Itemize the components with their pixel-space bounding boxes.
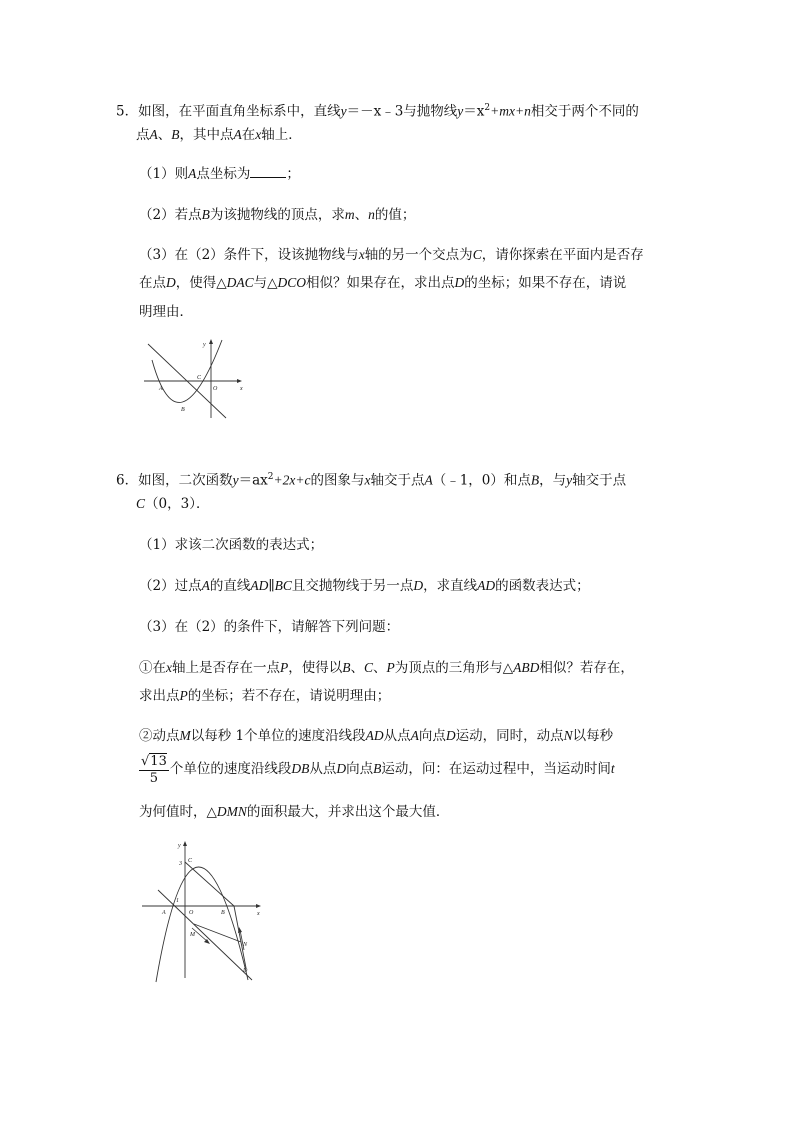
fig-label-D: D xyxy=(243,968,248,974)
q5-text: 在 xyxy=(241,127,256,143)
q6-math: AD xyxy=(365,728,384,743)
q5-text: 为该抛物线的顶点，求 xyxy=(209,207,345,223)
q6-text: 相似？若存在， xyxy=(539,660,634,676)
q6-text: 向点 xyxy=(418,728,446,744)
q6-part-3 xyxy=(139,618,399,636)
q5-math: DCO xyxy=(277,275,307,290)
fig-label-C: C xyxy=(197,375,202,381)
fraction-numerator: 13 xyxy=(150,753,167,769)
q5-math: x xyxy=(255,127,262,142)
q6-text: 轴交于点 xyxy=(572,472,627,489)
q6-text: 为顶点的三角形与△ xyxy=(394,660,514,676)
q6-math: N xyxy=(563,728,573,743)
sqrt-sign: √ xyxy=(141,753,150,769)
q6-text: 如图，二次函数 xyxy=(138,472,233,489)
q6-part-1 xyxy=(139,536,323,554)
q5-text: 点 xyxy=(136,127,150,143)
q6-math: D xyxy=(413,578,424,593)
q5-math: ＝x xyxy=(463,103,485,120)
q6-math: M xyxy=(179,728,191,743)
q5-line-1 xyxy=(116,99,639,121)
q6-math: D xyxy=(336,761,347,776)
q5-text: 明理由． xyxy=(139,304,193,320)
q6-text: 运动，问：在运动过程中，当运动时间 xyxy=(381,761,611,777)
q6-math: +2x+c xyxy=(273,472,311,488)
q5-text: 、 xyxy=(157,127,172,143)
q6-math: P xyxy=(280,660,289,675)
q5-math: m xyxy=(344,207,355,222)
fig-label-1: 1 xyxy=(176,898,179,904)
q6-math: x xyxy=(364,472,371,488)
q6-math: P xyxy=(179,688,188,703)
q5-line-2 xyxy=(136,126,302,144)
q5-part-3-line-2 xyxy=(139,274,626,292)
line-AD xyxy=(158,890,252,980)
q5-math: C xyxy=(472,247,482,262)
q6-math-sup: 2 xyxy=(267,472,274,482)
q5-text: 相交于两个不同的 xyxy=(530,103,639,120)
fig-label-A: A xyxy=(159,386,163,392)
q6-sub-2-line-3 xyxy=(139,803,449,821)
q5-math: B xyxy=(171,127,180,142)
q6-text: 个单位的速度沿线段 xyxy=(169,761,292,777)
q6-math: P xyxy=(386,660,395,675)
q6-line-1 xyxy=(116,468,626,490)
q6-math: A xyxy=(410,728,419,743)
q6-text: 以每秒 1个单位的速度沿线段 xyxy=(190,728,366,744)
q6-math: AD xyxy=(250,578,269,593)
fig-label-C: C xyxy=(188,858,193,864)
q6-sub-1-line-2 xyxy=(139,687,390,705)
q5-part-3-line-1 xyxy=(139,246,644,264)
segment-BD xyxy=(234,906,246,968)
q6-sub-2-line-1 xyxy=(139,727,613,745)
q6-text: ，使得以 xyxy=(288,660,343,676)
q5-math: A xyxy=(233,127,242,142)
fig-label-y: y xyxy=(203,342,206,348)
q5-figure xyxy=(140,336,250,420)
q5-math: B xyxy=(201,207,210,222)
q5-text: 、 xyxy=(354,207,369,223)
q5-text: 轴上． xyxy=(261,127,302,143)
q5-math: y xyxy=(340,103,347,119)
q6-text: ②动点 xyxy=(139,728,180,744)
q6-math: ABD xyxy=(513,660,540,675)
q5-math: DAC xyxy=(226,275,254,290)
fig-label-y: y xyxy=(178,843,181,849)
q6-text: 为何值时，△ xyxy=(139,804,217,820)
answer-blank[interactable] xyxy=(250,165,286,178)
q5-text: （1）则 xyxy=(139,166,189,182)
q5-text: 与△ xyxy=(253,275,278,291)
q5-text: 的坐标；如果不存在，请说 xyxy=(464,275,627,291)
q6-text: 向点 xyxy=(346,761,374,777)
segment-BC xyxy=(185,862,234,906)
q6-text: 轴上是否存在一点 xyxy=(172,660,280,676)
q6-math: B xyxy=(342,660,351,675)
q6-math: BC xyxy=(274,578,292,593)
q6-math: C xyxy=(136,496,146,511)
q6-text: ①在 xyxy=(139,660,166,676)
q6-math: t xyxy=(610,761,615,776)
q6-text: 的函数表达式； xyxy=(495,578,590,594)
q5-text: 在点 xyxy=(139,275,166,291)
q5-part-3-line-3 xyxy=(139,303,193,321)
q6-math: ＝ax xyxy=(238,472,268,489)
q6-math: DMN xyxy=(216,804,247,819)
q6-part-2 xyxy=(139,577,590,595)
q5-math: n xyxy=(368,207,375,222)
q6-text: 的直线 xyxy=(209,578,251,594)
fig-label-N: N xyxy=(243,942,248,948)
q5-math: x xyxy=(358,247,365,262)
fraction-denominator: 5 xyxy=(149,770,159,786)
q5-text: 如图，在平面直角坐标系中，直线 xyxy=(138,103,341,120)
q6-math: B xyxy=(530,472,540,488)
q6-number: 6． xyxy=(116,472,139,489)
q6-text: 以每秒 xyxy=(572,728,614,744)
fig-label-M: M xyxy=(190,932,195,938)
q5-text: 点坐标为 xyxy=(196,166,251,182)
q6-text: 的图象与 xyxy=(310,472,365,489)
q5-number: 5． xyxy=(116,103,139,120)
q6-text: ，与 xyxy=(539,472,567,489)
q6-figure xyxy=(140,838,264,986)
q5-text: （3）在（2）条件下，设该抛物线与 xyxy=(139,247,359,263)
q6-math: DB xyxy=(291,761,310,776)
q6-math: x xyxy=(166,660,172,675)
fig-label-x: x xyxy=(240,386,243,392)
q6-math: B xyxy=(373,761,382,776)
q5-text: ； xyxy=(286,166,300,182)
q5-math: A xyxy=(149,127,158,142)
fig-label-O: O xyxy=(213,386,218,392)
y-axis-arrow xyxy=(209,339,213,344)
q6-text: ，求直线 xyxy=(423,578,478,594)
q6-text: 运动，同时，动点 xyxy=(455,728,564,744)
q5-text: 的值； xyxy=(374,207,416,223)
q6-text: 且交抛物线于另一点 xyxy=(291,578,414,594)
q6-text: （3）在（2）的条件下，请解答下列问题： xyxy=(139,619,400,635)
q5-math: D xyxy=(166,275,176,290)
q6-text: （0，3）． xyxy=(145,496,210,512)
fig-label-B: B xyxy=(221,910,225,916)
q6-math: C xyxy=(364,660,374,675)
q6-math: y xyxy=(232,472,239,488)
parabola xyxy=(156,867,248,982)
q6-math: D xyxy=(445,728,456,743)
q6-sub-2-line-2 xyxy=(139,752,615,787)
q6-text: （1）求该二次函数的表达式； xyxy=(139,537,324,553)
x-axis-arrow xyxy=(237,379,242,383)
q6-text: 、 xyxy=(373,660,387,676)
parabola xyxy=(152,340,222,402)
q6-line-2 xyxy=(136,495,209,513)
q6-math: A xyxy=(424,472,433,488)
q5-math: A xyxy=(188,166,197,181)
q5-math: ＝－x﹣3与抛物线 xyxy=(346,103,458,120)
fig-label-3: 3 xyxy=(179,861,182,867)
q5-text: ，请你探索在平面内是否存 xyxy=(481,247,644,263)
q5-text: 轴的另一个交点为 xyxy=(364,247,473,263)
q5-part-2 xyxy=(139,206,415,224)
q6-text: 求出点 xyxy=(139,688,180,704)
q5-math: D xyxy=(454,275,465,290)
q6-text: ∥ xyxy=(268,578,275,594)
q6-text: 从点 xyxy=(383,728,411,744)
q6-math: A xyxy=(201,578,210,593)
q5-text: 相似？如果存在，求出点 xyxy=(306,275,455,291)
q6-text: 轴交于点 xyxy=(370,472,425,489)
fig-label-A: A xyxy=(162,910,166,916)
q6-text: 的面积最大，并求出这个最大值． xyxy=(246,804,450,820)
q5-part-1 xyxy=(139,165,300,183)
q5-text: ，使得△ xyxy=(175,275,227,291)
q6-text: （﹣1，0）和点 xyxy=(432,472,531,489)
fig-label-B: B xyxy=(181,407,185,413)
q5-text: （2）若点 xyxy=(139,207,202,223)
q6-text: （2）过点 xyxy=(139,578,202,594)
q5-text: ，其中点 xyxy=(179,127,234,143)
q6-sub-1-line-1 xyxy=(139,659,634,677)
fraction-sqrt13-over-5 xyxy=(139,753,169,787)
x-axis-arrow xyxy=(256,904,261,908)
q6-text: 、 xyxy=(350,660,364,676)
q6-math: AD xyxy=(477,578,496,593)
q6-text: 从点 xyxy=(309,761,337,777)
y-axis-arrow xyxy=(183,841,187,846)
q5-math: y xyxy=(457,103,464,119)
q6-text: 的坐标；若不存在，请说明理由； xyxy=(187,688,391,704)
fig-label-O: O xyxy=(189,910,194,916)
fig-label-x: x xyxy=(257,911,260,917)
q5-math-sup: 2 xyxy=(484,103,491,113)
q6-math: y xyxy=(566,472,573,488)
q5-math: +mx+n xyxy=(490,103,531,119)
